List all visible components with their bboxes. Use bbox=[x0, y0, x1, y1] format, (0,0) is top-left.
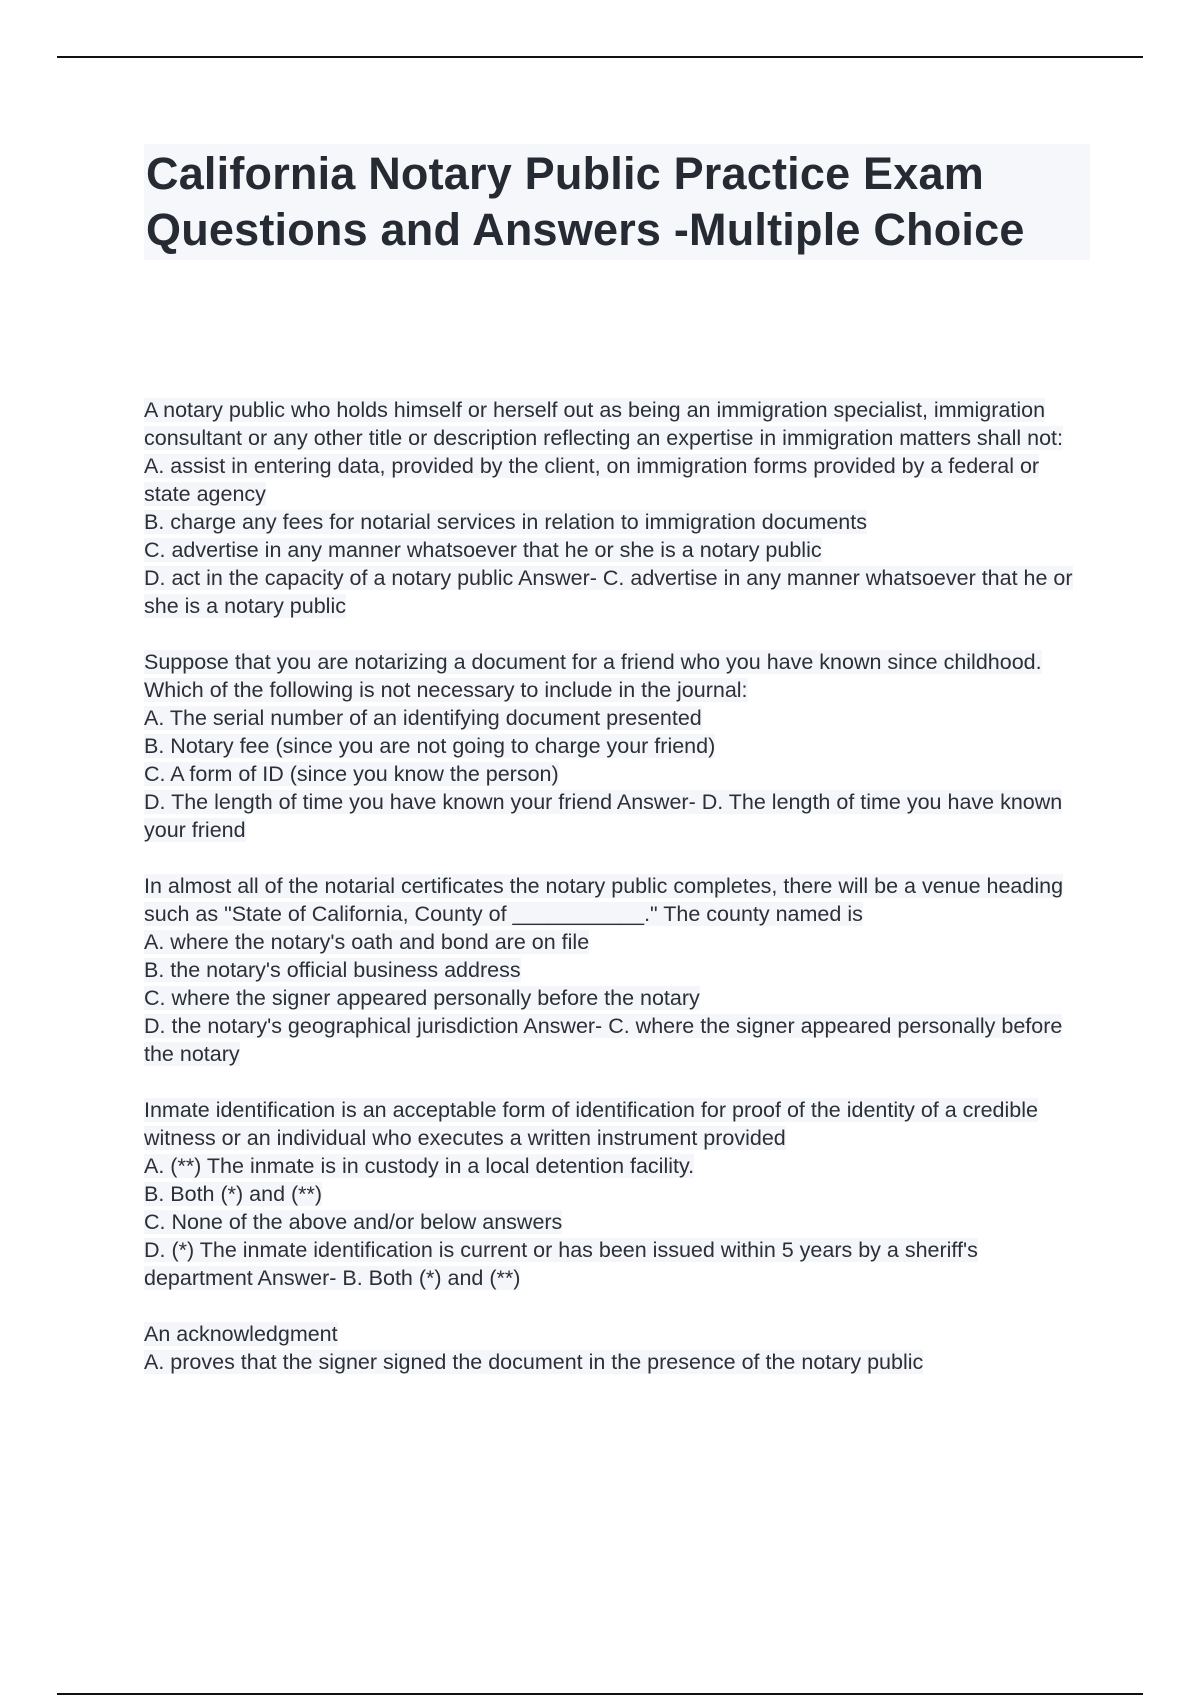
question-option: A. assist in entering data, provided by the client, on immigration forms provided by a federal or state agency bbox=[144, 454, 1040, 506]
question-option: C. None of the above and/or below answers bbox=[144, 1210, 563, 1234]
page-title bbox=[146, 146, 1090, 258]
question-prompt: In almost all of the notarial certificates the notary public completes, there will be a venue heading such as "State of California, County of ___________." The county named is bbox=[144, 874, 1064, 926]
question-option-answer: D. the notary's geographical jurisdiction Answer- C. where the signer appeared personally before the notary bbox=[144, 1014, 1063, 1066]
question-option: B. Both (*) and (**) bbox=[144, 1182, 323, 1206]
question-option: A. proves that the signer signed the document in the presence of the notary public bbox=[144, 1350, 924, 1374]
question-prompt: Suppose that you are notarizing a document for a friend who you have known since childhood. Which of the following is not necessary to include in the journal: bbox=[144, 650, 1042, 702]
question-3 bbox=[144, 872, 1090, 1068]
title-line-1: California Notary Public Practice Exam bbox=[146, 148, 984, 199]
question-option-answer: D. (*) The inmate identification is current or has been issued within 5 years by a sheriff's department Answer- B. Both (*) and (**) bbox=[144, 1238, 978, 1290]
question-4 bbox=[144, 1096, 1090, 1292]
bottom-rule bbox=[57, 1693, 1143, 1695]
question-option: A. The serial number of an identifying document presented bbox=[144, 706, 702, 730]
document-title bbox=[144, 144, 1090, 260]
question-list bbox=[144, 396, 1090, 1404]
question-prompt: A notary public who holds himself or herself out as being an immigration specialist, immigration consultant or any other title or description reflecting an expertise in immigration matters shall not: bbox=[144, 398, 1063, 450]
question-option: A. where the notary's oath and bond are on file bbox=[144, 930, 590, 954]
question-option: C. where the signer appeared personally before the notary bbox=[144, 986, 700, 1010]
question-option: C. A form of ID (since you know the person) bbox=[144, 762, 559, 786]
question-option: C. advertise in any manner whatsoever that he or she is a notary public bbox=[144, 538, 822, 562]
question-prompt: An acknowledgment bbox=[144, 1322, 338, 1346]
question-option: B. the notary's official business address bbox=[144, 958, 521, 982]
question-option-answer: D. act in the capacity of a notary public Answer- C. advertise in any manner whatsoever that he or she is a notary public bbox=[144, 566, 1073, 618]
title-line-2: Questions and Answers -Multiple Choice bbox=[146, 204, 1025, 255]
question-2 bbox=[144, 648, 1090, 844]
question-5 bbox=[144, 1320, 1090, 1376]
question-option: A. (**) The inmate is in custody in a local detention facility. bbox=[144, 1154, 695, 1178]
question-option: B. charge any fees for notarial services in relation to immigration documents bbox=[144, 510, 867, 534]
top-rule bbox=[57, 56, 1143, 58]
question-option-answer: D. The length of time you have known your friend Answer- D. The length of time you have known your friend bbox=[144, 790, 1063, 842]
question-prompt: Inmate identification is an acceptable form of identification for proof of the identity of a credible witness or an individual who executes a written instrument provided bbox=[144, 1098, 1038, 1150]
question-1 bbox=[144, 396, 1090, 620]
question-option: B. Notary fee (since you are not going to charge your friend) bbox=[144, 734, 716, 758]
